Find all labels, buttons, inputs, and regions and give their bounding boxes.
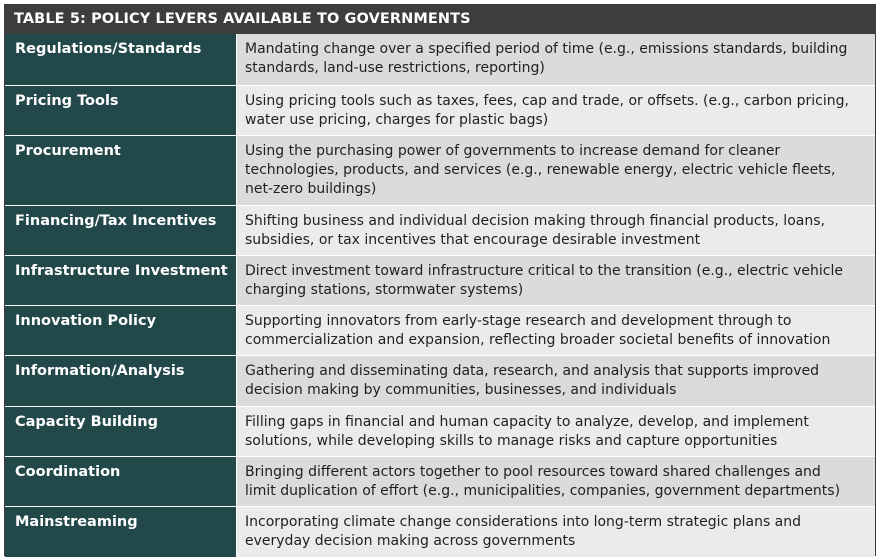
description-line: subsidies, or tax incentives that encourage desirable investment: [245, 232, 701, 248]
description-line: Shifting business and individual decision making through financial products, loans,: [245, 213, 825, 229]
policy-levers-table: [4, 4, 876, 556]
description-line: technologies, products, and services (e.g., renewable energy, electric vehicle fleets,: [245, 162, 836, 178]
table-row: [5, 85, 875, 135]
row-label: Procurement: [5, 136, 236, 205]
description-line: decision making by communities, businesses, and individuals: [245, 382, 677, 398]
description-line: Mandating change over a specified period of time (e.g., emissions standards, building: [245, 41, 848, 57]
table-row: [5, 255, 875, 305]
row-label: Regulations/Standards: [5, 34, 236, 85]
table-title: TABLE 5: POLICY LEVERS AVAILABLE TO GOVERNMENTS: [5, 5, 875, 34]
description-line: Using the purchasing power of governments to increase demand for cleaner: [245, 143, 781, 159]
row-description: [236, 507, 875, 557]
row-label: Innovation Policy: [5, 306, 236, 355]
description-line: Incorporating climate change considerations into long-term strategic plans and: [245, 514, 802, 530]
description-line: Bringing different actors together to pool resources toward shared challenges and: [245, 464, 821, 480]
row-description: [236, 206, 875, 255]
row-label: Financing/Tax Incentives: [5, 206, 236, 255]
table-row: [5, 205, 875, 255]
table-row: [5, 406, 875, 456]
row-label: Information/Analysis: [5, 356, 236, 406]
row-description: [236, 86, 875, 135]
row-description: [236, 136, 875, 205]
row-label: Mainstreaming: [5, 507, 236, 557]
description-line: net-zero buildings): [245, 181, 377, 197]
row-description: [236, 256, 875, 305]
description-line: commercialization and expansion, reflecting broader societal benefits of innovation: [245, 332, 831, 348]
description-line: water use pricing, charges for plastic bags): [245, 112, 549, 128]
table-row: [5, 456, 875, 506]
description-line: Direct investment toward infrastructure critical to the transition (e.g., electric vehicle: [245, 263, 843, 279]
description-line: charging stations, stormwater systems): [245, 282, 524, 298]
table-row: [5, 34, 875, 85]
table-body: [5, 34, 875, 557]
table-row: [5, 355, 875, 406]
row-description: [236, 306, 875, 355]
description-line: Filling gaps in financial and human capacity to analyze, develop, and implement: [245, 414, 809, 430]
table-row: [5, 506, 875, 557]
row-label: Infrastructure Investment: [5, 256, 236, 305]
row-label: Pricing Tools: [5, 86, 236, 135]
row-label: Capacity Building: [5, 407, 236, 456]
description-line: everyday decision making across governments: [245, 533, 576, 549]
row-description: [236, 407, 875, 456]
row-description: [236, 457, 875, 506]
description-line: standards, land-use restrictions, reporting): [245, 60, 545, 76]
description-line: Using pricing tools such as taxes, fees, cap and trade, or offsets. (e.g., carbon pricing,: [245, 93, 849, 109]
description-line: solutions, while developing skills to manage risks and capture opportunities: [245, 433, 778, 449]
table-row: [5, 135, 875, 205]
description-line: limit duplication of effort (e.g., municipalities, companies, government departments): [245, 483, 841, 499]
description-line: Supporting innovators from early-stage research and development through to: [245, 313, 792, 329]
table-row: [5, 305, 875, 355]
row-label: Coordination: [5, 457, 236, 506]
row-description: [236, 356, 875, 406]
row-description: [236, 34, 875, 85]
description-line: Gathering and disseminating data, research, and analysis that supports improved: [245, 363, 820, 379]
